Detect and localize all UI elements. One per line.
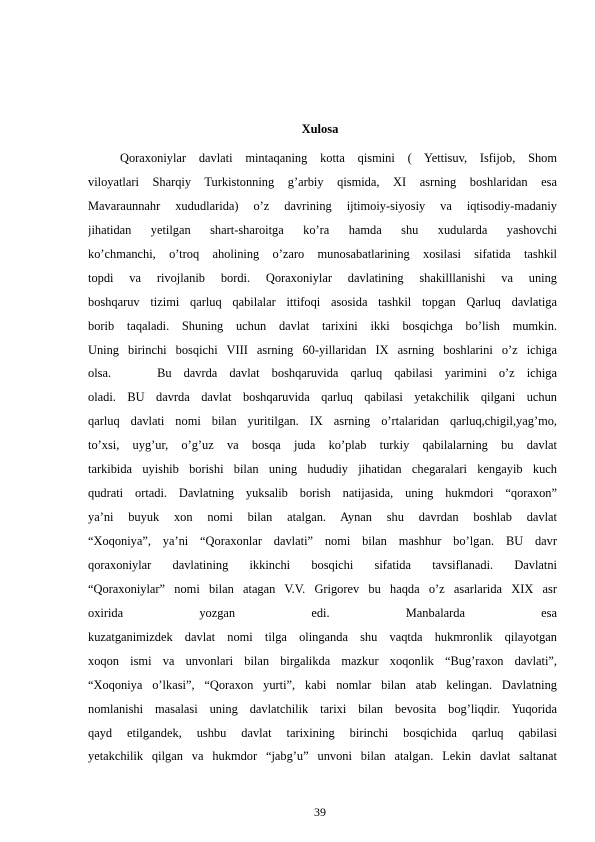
text-line-split [88, 362, 557, 386]
text-line: tarkibida uyishib borishi bilan uning hududiy jihatidan chegaralari kengayib kuch [88, 462, 557, 477]
text-segment: oxirida yozgan edi. [88, 605, 330, 620]
section-heading: Xulosa [301, 122, 339, 136]
text-line: xoqon ismi va unvonlari bilan birgalikda mazkur xoqonlik “Bug’raxon davlati”, [88, 653, 557, 668]
text-line: oladi. BU davrda davlat boshqaruvida qarluq qabilasi yetakchilik qilgani uchun [88, 390, 557, 405]
text-line: qayd etilgandek, ushbu davlat tarixining birinchi bosqichida qarluq qabilasi [88, 725, 557, 740]
text-line: “Qoraxoniylar” nomi bilan atagan V.V. Grigorev bu haqda o’z asarlarida XIX asr [88, 581, 557, 596]
text-line: topdi va rivojlanib bordi. Qoraxoniylar davlatining shakilllanishi va uning [88, 270, 557, 285]
text-line: viloyatlari Sharqiy Turkistonning g’arbiy qismida, XI asrning boshlaridan esa [88, 174, 557, 189]
text-line: qoraxoniylar davlatining ikkinchi bosqichi sifatida tavsiflanadi. Davlatni [88, 557, 557, 572]
text-line: Qoraxoniylar davlati mintaqaning kotta qismini ( Yettisuv, Isfijob, Shom [120, 151, 557, 165]
text-line: ko’chmanchi, o’troq aholining o’zaro munosabatlarining xosilasi sifatida tashkil [88, 246, 557, 261]
page-number: 39 [314, 805, 326, 819]
text-line: yetakchilik qilgan va hukmdor “jabg’u” unvoni bilan atalgan. Lekin davlat saltanat [88, 749, 557, 764]
text-line: to’xsi, uyg’ur, o’g’uz va bosqa juda ko’plab turkiy qabilalarning bu davlat [88, 438, 557, 453]
body-text [88, 147, 557, 769]
text-line: Mavaraunnahr xududlarida) o’z davrining ijtimoiy-siyosiy va iqtisodiy-madaniy [88, 198, 557, 213]
text-line: borib taqaladi. Shuning uchun davlat tarixini ikki bosqichga bo’lish mumkin. [88, 318, 557, 333]
text-line-split [88, 602, 557, 626]
text-line: “Xoqoniya o’lkasi”, “Qoraxon yurti”, kabi nomlar bilan atab kelingan. Davlatning [88, 677, 557, 692]
text-line: jihatidan yetilgan shart-sharoitga ko’ra hamda shu xudularda yashovchi [88, 222, 557, 237]
text-line: qudrati ortadi. Davlatning yuksalib borish natijasida, uning hukmdori “qoraxon” [88, 486, 557, 501]
text-segment: olsa. [88, 366, 112, 381]
text-line: Uning birinchi bosqichi VIII asrning 60-yillaridan IX asrning boshlarini o’z ichiga [88, 342, 557, 357]
text-line: boshqaruv tizimi qarluq qabilalar ittifoqi asosida tashkil topgan Qarluq davlatiga [88, 294, 557, 309]
text-line: nomlanishi masalasi uning davlatchilik tarixi bilan bevosita bog’liqdir. Yuqorida [88, 701, 557, 716]
text-segment: Manbalarda esa [405, 605, 557, 620]
text-line: qarluq davlati nomi bilan yuritilgan. IX asrning o’rtalaridan qarluq,chigil,yag’mo, [88, 414, 557, 429]
text-line: kuzatganimizdek davlat nomi tilga olinganda shu vaqtda hukmronlik qilayotgan [88, 629, 557, 644]
text-line: ya’ni buyuk xon nomi bilan atalgan. Aynan shu davrdan boshlab davlat [88, 510, 557, 525]
text-segment: Bu davrda davlat boshqaruvida qarluq qabilasi yarimini o’z ichiga [157, 366, 557, 381]
text-line: “Xoqoniya”, ya’ni “Qoraxonlar davlati” nomi bilan mashhur bo’lgan. BU davr [88, 534, 557, 548]
